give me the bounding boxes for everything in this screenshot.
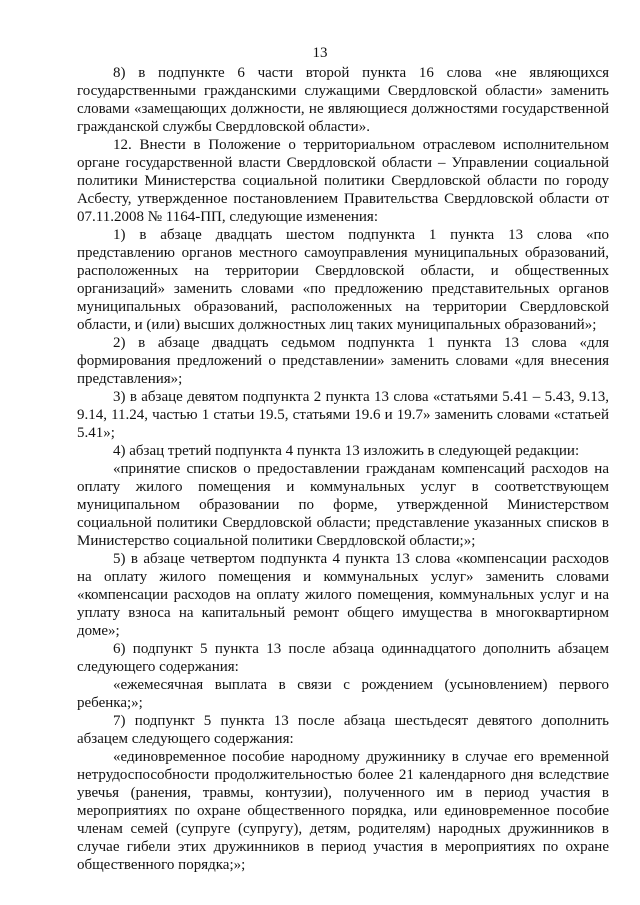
paragraph-quote-6: «ежемесячная выплата в связи с рождением (усыновлением) первого ребенка;»; [77,677,609,711]
paragraph-quote-4: «принятие списков о предоставлении гражданам компенсаций расходов на оплату жилого помещения и коммунальных услуг в соответствующем муниципальном образовании по форме, утвержденной Министерством социальной политики Свердловской области; представление указанных списков в Министерство социальной политики Свердловской области;»; [77,461,609,549]
document-body [77,64,609,874]
paragraph-item-6: 6) подпункт 5 пункта 13 после абзаца одиннадцатого дополнить абзацем следующего содержания: [77,641,609,675]
paragraph-item-3: 3) в абзаце девятом подпункта 2 пункта 13 слова «статьями 5.41 – 5.43, 9.13, 9.14, 11.24, частью 1 статьи 19.5, статьями 19.6 и 19.7» заменить словами «статьей 5.41»; [77,389,609,441]
paragraph-item-7: 7) подпункт 5 пункта 13 после абзаца шестьдесят девятого дополнить абзацем следующего содержания: [77,713,609,747]
paragraph-item-4: 4) абзац третий подпункта 4 пункта 13 изложить в следующей редакции: [113,443,580,459]
paragraph-quote-7: «единовременное пособие народному дружиннику в случае его временной нетрудоспособности продолжительностью более 21 календарного дня вследствие увечья (ранения, травмы, контузии), полученного им в период участия в мероприятиях по охране общественного порядка, или единовременное пособие членам семей (супруге (супругу), детям, родителям) народных дружинников в случае гибели этих дружинников в период участия в мероприятиях по охране общественного порядка;»; [77,749,609,873]
paragraph-item-2: 2) в абзаце двадцать седьмом подпункта 1 пункта 13 слова «для формирования предложений о представлении» заменить словами «для внесения представления»; [77,335,609,387]
paragraph-item-1: 1) в абзаце двадцать шестом подпункта 1 пункта 13 слова «по представлению органов местного самоуправления муниципальных образований, расположенных на территории Свердловской области, и общественных организаций» заменить словами «по предложению представительных органов муниципальных образований, расположенных на территории Свердловской области, и (или) высших должностных лиц таких муниципальных образований»; [77,227,609,333]
page-number: 13 [312,45,328,61]
paragraph-item-8: 8) в подпункте 6 части второй пункта 16 слова «не являющихся государственными гражданскими служащими Свердловской области» заменить словами «замещающих должности, не являющиеся должностями государственной гражданской службы Свердловской области». [77,65,609,135]
paragraph-section-12: 12. Внести в Положение о территориальном отраслевом исполнительном органе государственной власти Свердловской области – Управлении социальной политики Министерства социальной политики Свердловской области по городу Асбесту, утвержденное постановлением Правительства Свердловской области от 07.11.2008 № 1164-ПП, следующие изменения: [77,137,609,225]
paragraph-item-5: 5) в абзаце четвертом подпункта 4 пункта 13 слова «компенсации расходов на оплату жилого помещения и коммунальных услуг» заменить словами «компенсации расходов на оплату жилого помещения, коммунальных услуг и на уплату взноса на капитальный ремонт общего имущества в многоквартирном доме»; [77,551,609,639]
